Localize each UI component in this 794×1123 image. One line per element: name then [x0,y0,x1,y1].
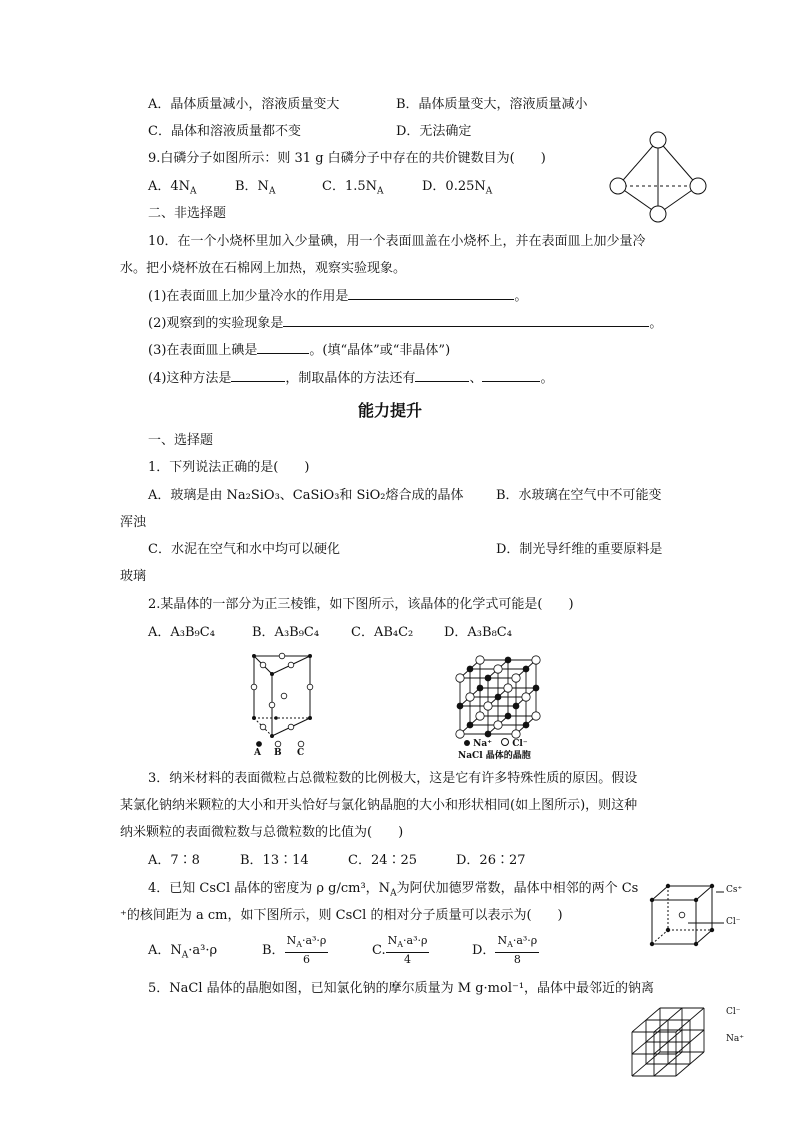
p5-line1: 5．NaCl 晶体的晶胞如图，已知氯化钠的摩尔质量为 M g·mol⁻¹，晶体中最邻近的钠离 [148,981,655,996]
page-section-title: 能力提升 [358,401,423,420]
q10-part3: (3)在表面皿上碘是 。(填“晶体”或“非晶体”) [148,343,451,358]
p1-option-c: C．水泥在空气和水中均可以硬化 [148,542,340,557]
p4-option-a: A．$N_A\cdot a^3\cdot\rho$ [148,943,218,961]
cl-ion [532,656,540,664]
p4-option-b: B． $\frac{N_A\cdot a^3\cdot\rho}{6}$ [262,934,327,967]
cl-ion [476,712,484,720]
p3-line2: 某氯化钠纳米颗粒的大小和开头恰好与氯化钠晶胞的大小和形状相同(如上图所示)，则这种 [120,798,638,813]
p4-line2: ⁺的核间距为 a cm，如下图所示，则 CsCl 的相对分子质量可以表示为( ) [120,908,563,923]
p3-option-a: A．7∶8 [148,853,200,868]
cscl-label-cs: Cs⁺ [726,885,743,895]
na-ion [513,703,520,710]
cl-ion [512,730,520,738]
nacl-legend: Na⁺ Cl⁻ [464,738,528,750]
cscl-label-cl: Cl⁻ [726,917,741,927]
p3-line3: 纳米颗粒的表面微粒数与总微粒数的比值为( ) [120,825,404,840]
na-legend-icon [464,740,470,746]
p3-line1: 3．纳米材料的表面微粒占总微粒数的比例极大，这是它有许多特殊性质的原因。假设 [148,771,638,786]
prism-legend-c: C [297,748,305,758]
prism-legend-a: A [254,748,261,758]
cl-ion [532,712,540,720]
cl-ion [466,693,474,701]
na-ion [533,685,540,692]
q10-part1: (1)在表面皿上加少量冷水的作用是 。 [148,289,528,304]
na-ion [457,703,464,710]
cl-ion [512,674,520,682]
cl-legend-icon [501,738,509,746]
p5-label-cl: Cl⁻ [726,1007,741,1017]
p2-stem: 2.某晶体的一部分为正三棱锥，如下图所示，该晶体的化学式可能是( ) [148,597,574,612]
na-ion [495,694,502,701]
nacl-caption: NaCl 晶体的晶胞 [458,751,531,761]
cl-ion [484,702,492,710]
q9-stem: 9.白磷分子如图所示：则 31 g 白磷分子中存在的共价键数目为( ) [148,151,546,166]
q10-stem-line1: 10．在一个小烧杯里加入少量碘，用一个表面皿盖在小烧杯上，并在表面皿上加少量冷 [148,234,646,249]
p3-option-b: B．13∶14 [240,853,309,868]
cl-ion [504,684,512,692]
section-heading-nonchoice: 二、非选择题 [148,206,227,221]
p2-option-a: A．A₃B₉C₄ [148,625,215,640]
q10-part4: (4)这种方法是 ，制取晶体的方法还有 、 。 [148,371,554,386]
p4-line1: 4．已知 CsCl 晶体的密度为 ρ g/cm³，$N_A$为阿伏加德罗常数，晶体中相邻的两个 Cs [148,881,639,899]
p1-option-d: D．制光导纤维的重要原料是 [496,542,663,557]
p3-option-d: D．26∶27 [456,853,526,868]
na-ion [477,685,484,692]
na-ion [485,731,492,738]
q10-part2: (2)观察到的实验现象是 。 [148,316,663,331]
q9-option-b: B．$N_A$ [235,179,276,197]
p2-option-d: D．A₃B₈C₄ [444,625,512,640]
q9-option-a: A．$4N_A$ [148,179,197,197]
na-ion [523,666,530,673]
na-ion [467,722,474,729]
na-ion [523,722,530,729]
cl-ion [456,674,464,682]
cl-ion [494,665,502,673]
nacl-unit-cell-diagram [452,652,552,742]
p2-option-c: C．AB₄C₂ [351,625,414,640]
nacl-lattice-diagram [626,1004,718,1084]
q8-option-b: B．晶体质量变大，溶液质量减小 [396,97,588,112]
cl-ion [476,656,484,664]
p3-option-c: C．24∶25 [348,853,418,868]
q9-option-d: D．$0.25N_A$ [422,179,493,197]
cl-ion [456,730,464,738]
na-ion [505,713,512,720]
p1-option-d-cont: 玻璃 [120,569,147,584]
p5-label-na: Na⁺ [726,1034,744,1044]
na-ion [505,657,512,664]
cl-ion [522,693,530,701]
p4-option-d: D． $\frac{N_A\cdot a^3\cdot\rho}{8}$ [472,934,538,967]
p1-option-a: A．玻璃是由 Na₂SiO₃、CaSiO₃和 SiO₂熔合成的晶体 [148,488,464,503]
q9-option-c: C．$1.5N_A$ [322,179,384,197]
p2-option-b: B．A₃B₉C₄ [252,625,320,640]
p4-option-c: C. $\frac{N_A\cdot a^3\cdot\rho}{4}$ [372,934,428,967]
q8-option-a: A．晶体质量减小，溶液质量变大 [148,97,340,112]
q8-option-c: C．晶体和溶液质量都不变 [148,124,301,139]
p1-option-b-cont: 浑浊 [120,515,147,530]
q10-stem-line2: 水。把小烧杯放在石棉网上加热，观察实验现象。 [120,261,407,276]
p1-option-b: B．水玻璃在空气中不可能变 [496,488,662,503]
na-ion [467,666,474,673]
q8-option-d: D．无法确定 [396,124,472,139]
cl-ion [494,721,502,729]
white-phosphorus-diagram [606,126,710,228]
section-heading-choice: 一、选择题 [148,433,214,448]
na-ion [485,675,492,682]
p1-stem: 1．下列说法正确的是( ) [148,460,310,475]
prism-legend-b: B [274,748,282,758]
